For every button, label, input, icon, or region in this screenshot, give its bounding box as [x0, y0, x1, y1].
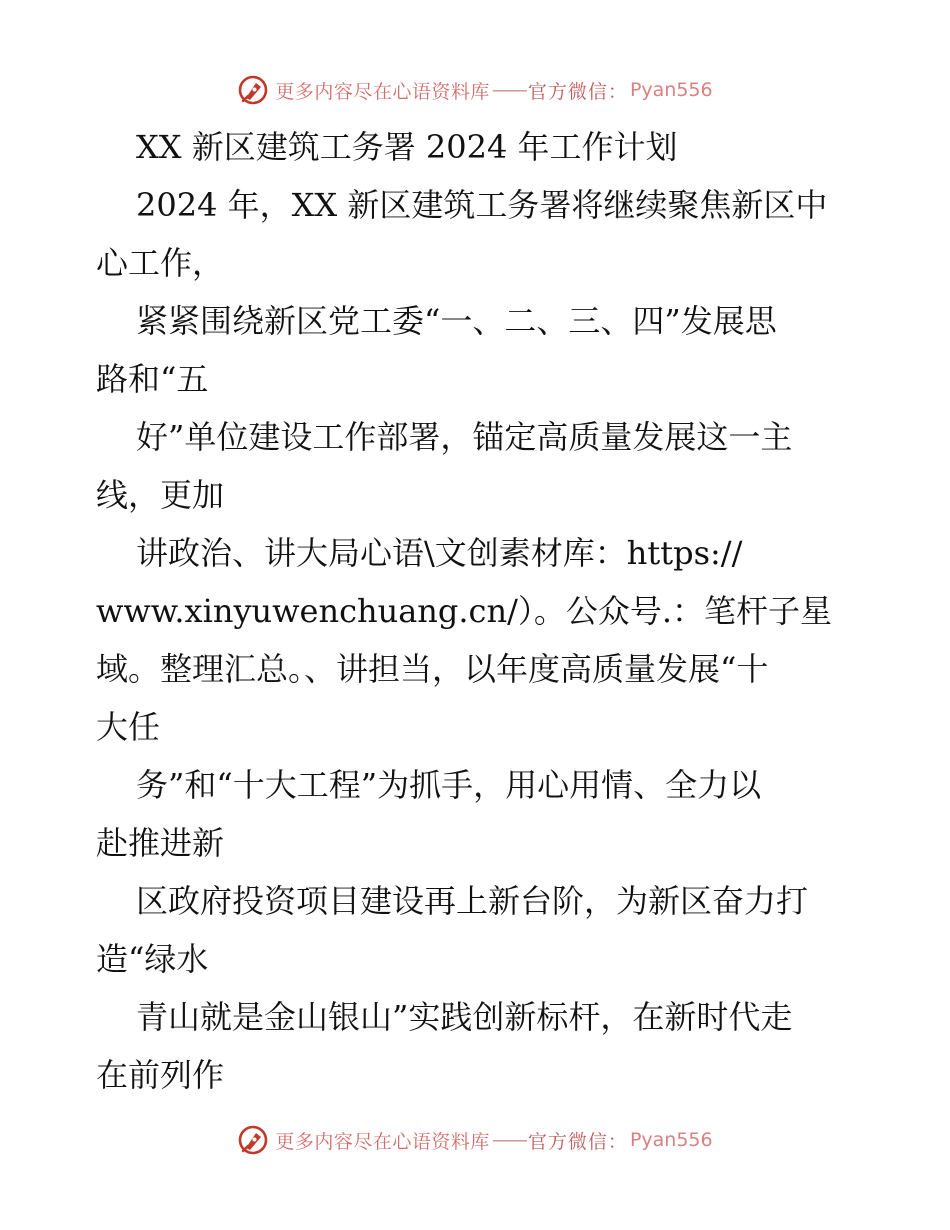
watermark-official-label: 官方微信：: [527, 80, 628, 103]
text-line: www.xinyuwenchuang.cn/）。公众号.：笔杆子星: [96, 592, 833, 630]
watermark-dash: ——: [491, 1129, 526, 1151]
watermark-promo-text: 更多内容尽在心语资料库: [275, 1130, 490, 1153]
watermark-promo-text: 更多内容尽在心语资料库: [275, 80, 490, 103]
document-body: [96, 118, 856, 1104]
text-line: 大任: [96, 708, 161, 746]
text-line: 域。整理汇总。、讲担当，以年度高质量发展“十: [96, 650, 769, 688]
text-line: 路和“五: [96, 360, 209, 398]
text-line: 在前列作: [96, 1056, 225, 1094]
watermark-wechat-id: Pyan556: [629, 1129, 713, 1151]
text-line: 心工作，: [96, 244, 225, 282]
text-line: 讲政治、讲大局心语\文创素材库：https://: [136, 534, 743, 572]
watermark-wechat-id: Pyan556: [629, 79, 713, 101]
text-line: 2024 年，XX 新区建筑工务署将继续聚焦新区中: [136, 186, 828, 224]
pen-nib-logo-icon: [237, 74, 269, 106]
watermark-dash: ——: [491, 79, 526, 101]
header-watermark: [0, 70, 950, 110]
document-title: XX 新区建筑工务署 2024 年工作计划: [136, 128, 678, 166]
text-line: 区政府投资项目建设再上新台阶，为新区奋力打: [136, 882, 809, 920]
pen-nib-logo-icon: [237, 1124, 269, 1156]
text-line: 好”单位建设工作部署，锚定高质量发展这一主: [136, 418, 793, 456]
text-line: 造“绿水: [96, 940, 209, 978]
text-line: 青山就是金山银山”实践创新标杆，在新时代走: [136, 998, 793, 1036]
text-line: 线，更加: [96, 476, 225, 514]
watermark-official-label: 官方微信：: [527, 1130, 628, 1153]
text-line: 赴推进新: [96, 824, 225, 862]
text-line: 紧紧围绕新区党工委“一、二、三、四”发展思: [136, 302, 777, 340]
text-line: 务”和“十大工程”为抓手，用心用情、全力以: [136, 766, 762, 804]
footer-watermark: [0, 1120, 950, 1160]
